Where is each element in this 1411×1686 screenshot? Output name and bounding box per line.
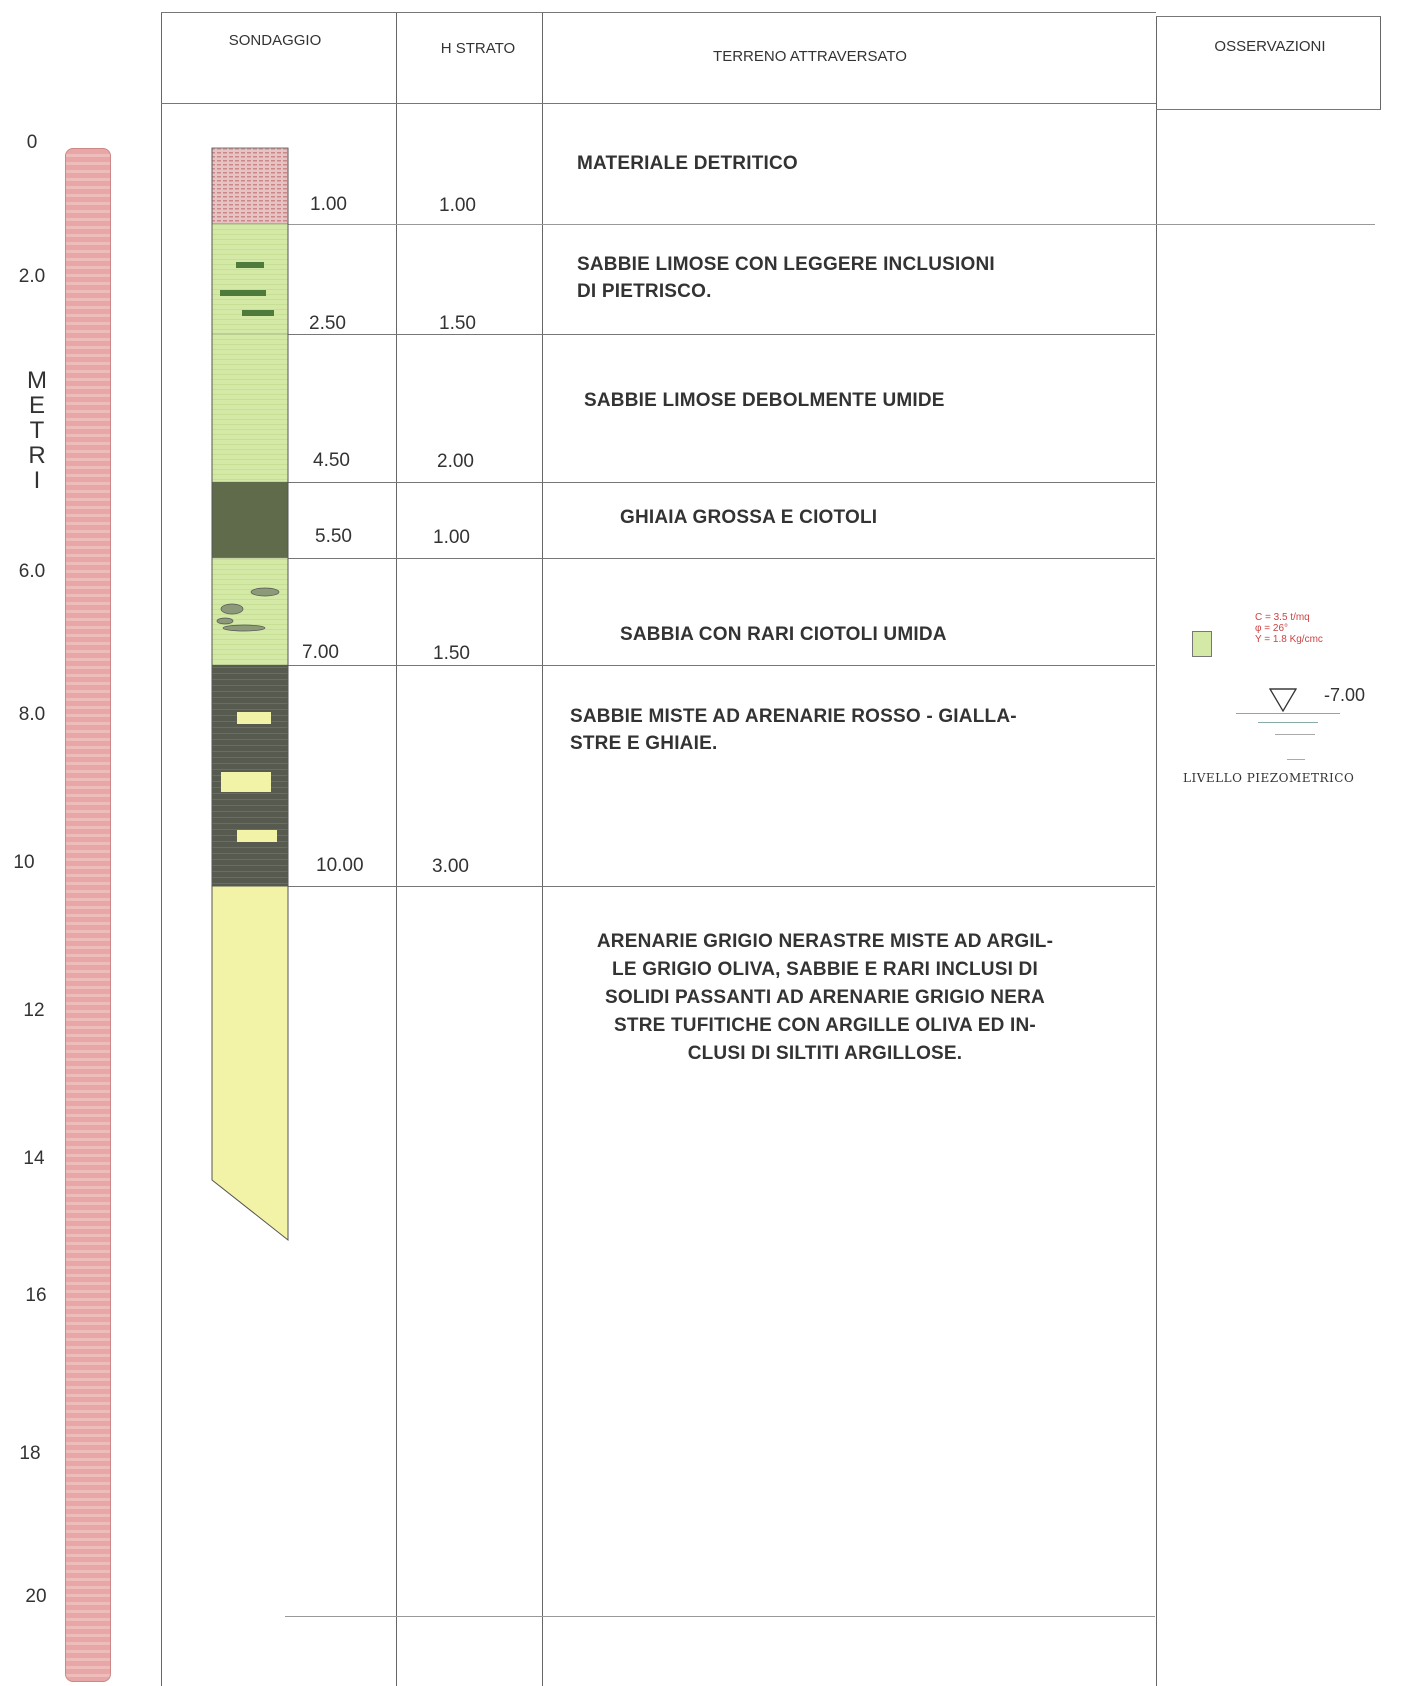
layer-description-5: SABBIA CON RARI CIOTOLI UMIDA: [620, 624, 947, 645]
frame-top: [161, 12, 1156, 13]
scale-tick-2: 2.0: [18, 266, 46, 287]
layer-description-7: ARENARIE GRIGIO NERASTRE MISTE AD ARGIL- LE GRIGIO OLIVA, SABBIE E RARI INCLUSI DI SOLIDI PASSANTI AD ARENARIE GRIGIO NERA STRE TUFITICHE CON ARGILLE OLIVA ED IN- CLUSI DI SILTITI ARGILLOSE.: [596, 931, 1054, 1064]
water-level-line-4: [1287, 759, 1305, 760]
layer-depth-1: 1.00: [310, 194, 347, 215]
layer-line-4: [285, 558, 1155, 559]
pebble: [223, 625, 265, 631]
sandstone-block: [221, 772, 271, 792]
layer-description-1: MATERIALE DETRITICO: [577, 153, 798, 174]
header-bottom: [161, 103, 1156, 104]
layer-thickness-3: 2.00: [437, 451, 474, 472]
borehole-log: [205, 140, 295, 1250]
piezometric-level-label: LIVELLO PIEZOMETRICO: [1183, 771, 1355, 785]
layer-fill-arenarie-grigio: [212, 886, 288, 1240]
scale-tick-12: 12: [23, 1000, 45, 1021]
sandstone-block: [237, 830, 277, 842]
scale-tick-20: 20: [25, 1586, 47, 1607]
gravel-dash: [236, 262, 264, 268]
scale-tick-10: 10: [13, 852, 35, 873]
water-level-line-2: [1258, 722, 1318, 723]
pebble: [217, 618, 233, 624]
frame-left: [161, 12, 162, 1686]
layer-description-6: SABBIE MISTE AD ARENARIE ROSSO - GIALLA- STRE E GHIAIE.: [570, 706, 1017, 754]
gravel-dash: [220, 290, 266, 296]
frame-right-header: [1380, 16, 1381, 110]
header-bottom-obs: [1156, 109, 1381, 110]
layer-fill-detritico: [212, 148, 288, 224]
water-level-line-3: [1275, 734, 1315, 735]
scale-tick-18: 18: [19, 1443, 41, 1464]
scale-unit-label: M E T R I: [27, 367, 47, 494]
scale-tick-8: 8.0: [18, 704, 46, 725]
scale-tick-16: 16: [25, 1285, 47, 1306]
layer-depth-2: 2.50: [309, 313, 346, 334]
scale-tick-14: 14: [23, 1148, 45, 1169]
layer-fill-ghiaia: [212, 482, 288, 558]
scale-tick-0: 0: [26, 132, 38, 153]
col-divider-1: [396, 12, 397, 1686]
layer-thickness-1: 1.00: [439, 195, 476, 216]
sandstone-block: [237, 712, 271, 724]
header-osservazioni: OSSERVAZIONI: [1214, 38, 1326, 55]
layer-thickness-4: 1.00: [433, 527, 470, 548]
layer-thickness-5: 1.50: [433, 643, 470, 664]
layer-thickness-2: 1.50: [439, 313, 476, 334]
gravel-dash: [242, 310, 274, 316]
header-sondaggio: SONDAGGIO: [228, 32, 322, 49]
parameters-legend-swatch: [1192, 631, 1212, 657]
pebble: [221, 604, 243, 614]
col-divider-2: [542, 12, 543, 1686]
layer-line-6: [285, 886, 1155, 887]
layer-description-2: SABBIE LIMOSE CON LEGGERE INCLUSIONI DI PIETRISCO.: [577, 254, 995, 302]
layer-depth-6: 10.00: [316, 855, 364, 876]
geotechnical-parameters: C = 3.5 t/mq φ = 26° Y = 1.8 Kg/cmc: [1255, 612, 1323, 645]
depth-scale-bar: [65, 148, 111, 1682]
layer-depth-4: 5.50: [315, 526, 352, 547]
col-divider-3: [1156, 16, 1157, 1686]
scale-tick-6: 6.0: [18, 561, 46, 582]
layer-description-4: GHIAIA GROSSA E CIOTOLI: [620, 507, 878, 528]
layer-thickness-6: 3.00: [432, 856, 469, 877]
water-level-triangle-icon: [1268, 685, 1298, 713]
water-level-line-1: [1236, 713, 1340, 714]
header-terreno: TERRENO ATTRAVERSATO: [713, 48, 907, 65]
layer-line-2: [285, 334, 1155, 335]
layer-line-1: [285, 224, 1375, 225]
water-level-value: -7.00: [1324, 685, 1366, 705]
bottom-line: [285, 1616, 1155, 1617]
layer-fill-sabbie-limose-1: [212, 224, 288, 334]
frame-top-obs: [1156, 16, 1381, 17]
layer-fill-sabbie-limose-2: [212, 334, 288, 482]
layer-line-5: [285, 665, 1155, 666]
header-h-strato: H STRATO: [440, 40, 516, 57]
pebble: [251, 588, 279, 596]
layer-depth-3: 4.50: [313, 450, 350, 471]
layer-line-3: [285, 482, 1155, 483]
layer-description-3: SABBIE LIMOSE DEBOLMENTE UMIDE: [584, 390, 945, 411]
layer-depth-5: 7.00: [302, 642, 339, 663]
